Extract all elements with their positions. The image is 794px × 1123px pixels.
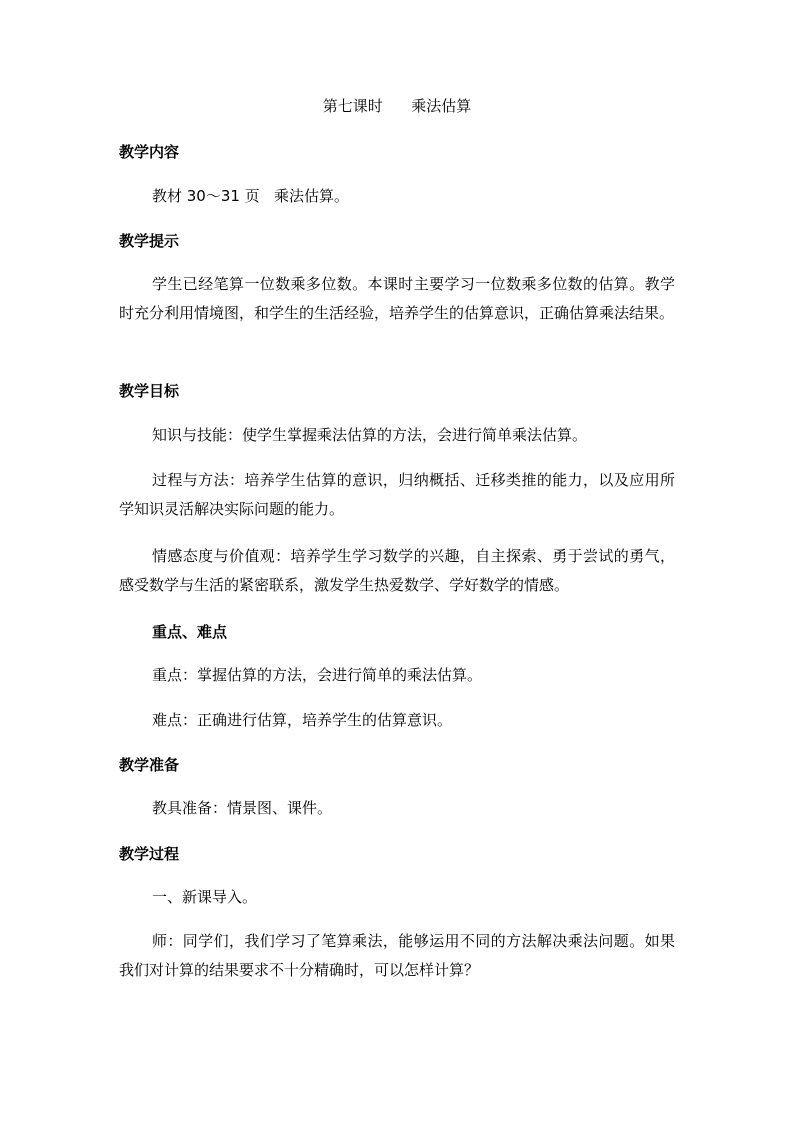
paragraph-goal-knowledge: 知识与技能：使学生掌握乘法估算的方法，会进行简单乘法估算。 (152, 426, 588, 444)
paragraph-focus-key: 重点：掌握估算的方法，会进行简单的乘法估算。 (152, 666, 483, 684)
paragraph-teaching-prep: 教具准备：情景图、课件。 (152, 799, 333, 817)
heading-focus-difficulty: 重点、难点 (152, 623, 228, 641)
paragraph-process-step1: 一、新课导入。 (152, 888, 258, 906)
paragraph-focus-difficulty: 难点：正确进行估算，培养学生的估算意识。 (152, 711, 453, 729)
heading-teaching-hint: 教学提示 (119, 232, 180, 250)
heading-teaching-prep: 教学准备 (119, 756, 180, 774)
lesson-title: 第七课时 乘法估算 (322, 97, 472, 115)
paragraph-teaching-hint: 学生已经笔算一位数乘多位数。本课时主要学习一位数乘多位数的估算。教学时充分利用情境图，和学生的生活经验，培养学生的估算意识，正确估算乘法结果。 (119, 275, 675, 322)
paragraph-goal-process: 过程与方法：培养学生估算的意识，归纳概括、迁移类推的能力，以及应用所学知识灵活解决实际问题的能力。 (119, 471, 675, 518)
paragraph-process-teacher: 师：同学们，我们学习了笔算乘法，能够运用不同的方法解决乘法问题。如果我们对计算的结果要求不十分精确时，可以怎样计算？ (119, 932, 675, 979)
paragraph-goal-emotion: 情感态度与价值观：培养学生学习数学的兴趣，自主探索、勇于尝试的勇气，感受数学与生活的紧密联系，激发学生热爱数学、学好数学的情感。 (119, 547, 675, 594)
paragraph-teaching-content: 教材 30～31 页 乘法估算。 (152, 187, 350, 205)
heading-teaching-content: 教学内容 (119, 143, 180, 161)
heading-teaching-goals: 教学目标 (119, 382, 180, 400)
heading-teaching-process: 教学过程 (119, 845, 180, 863)
